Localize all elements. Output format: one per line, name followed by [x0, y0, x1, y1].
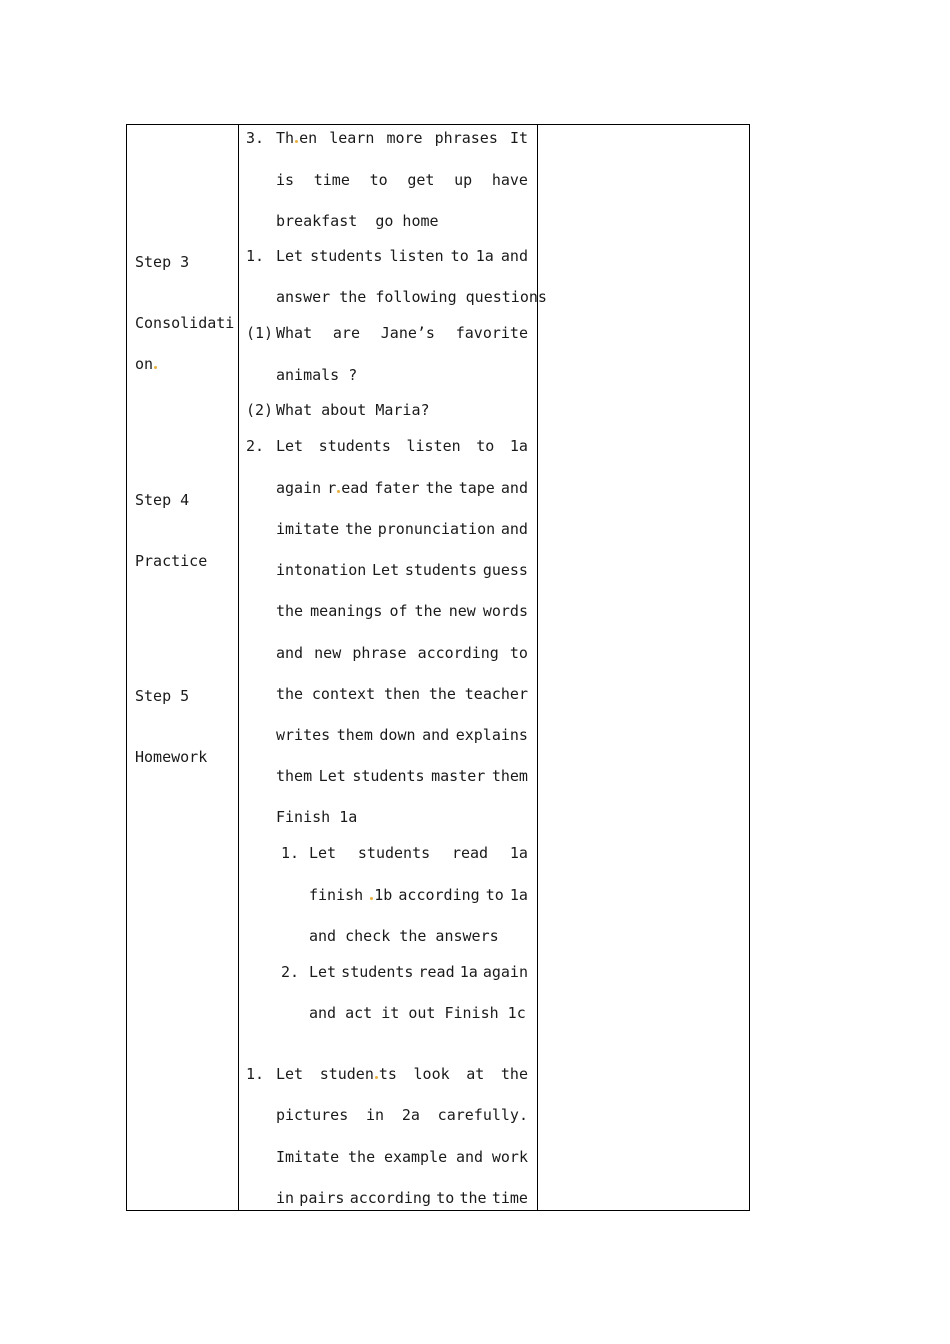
text-line — [276, 602, 528, 620]
word: again — [276, 479, 322, 497]
word: teacher — [464, 685, 528, 703]
word: to — [509, 644, 528, 662]
word: students — [318, 437, 391, 455]
word: students — [352, 767, 425, 785]
word: then — [383, 685, 421, 703]
word: the — [428, 685, 456, 703]
word: and — [500, 247, 528, 265]
word: Let — [276, 1065, 304, 1083]
item-number: 1. — [281, 844, 300, 862]
word: example — [383, 1148, 448, 1166]
word: them — [491, 767, 528, 785]
word: pictures — [276, 1106, 349, 1124]
word: them — [336, 726, 373, 744]
word: look — [413, 1065, 450, 1083]
word: to — [485, 886, 504, 904]
word: in — [276, 1189, 295, 1207]
word: the — [348, 1148, 376, 1166]
text-line — [276, 1106, 528, 1124]
word: the — [276, 685, 304, 703]
word: master — [431, 767, 486, 785]
item-number: 2. — [281, 963, 300, 981]
word: Let — [309, 844, 337, 862]
word: and — [500, 479, 528, 497]
text-line — [276, 767, 528, 785]
word: according — [349, 1189, 431, 1207]
word: carefully. — [437, 1106, 528, 1124]
word: Let — [276, 247, 304, 265]
word: 1a — [475, 247, 494, 265]
step3-title-cont: on — [135, 355, 158, 373]
word: the — [344, 520, 373, 538]
step3-label: Step 3 — [135, 253, 190, 271]
word: Jane’s — [380, 324, 435, 342]
word: Let — [309, 963, 337, 981]
word: listen — [406, 437, 461, 455]
word: 1a — [509, 886, 528, 904]
word: guess — [482, 561, 528, 579]
text-line: breakfast go home — [276, 212, 439, 230]
word: according — [398, 886, 480, 904]
word: r ead — [327, 479, 369, 497]
word: more — [386, 129, 423, 147]
word: students — [310, 247, 383, 265]
word: time — [313, 171, 350, 189]
word: to — [450, 247, 469, 265]
word: phrase — [352, 644, 407, 662]
word: at — [466, 1065, 485, 1083]
text-line — [309, 886, 528, 904]
text-line — [309, 963, 528, 981]
word: up — [454, 171, 473, 189]
word: finish — [309, 886, 364, 904]
word: fater — [374, 479, 420, 497]
step5-title: Homework — [135, 748, 208, 766]
word: work — [491, 1148, 528, 1166]
word: Th en — [276, 129, 318, 147]
word: 1a — [509, 437, 528, 455]
word: phrases — [434, 129, 498, 147]
word: Let — [276, 437, 304, 455]
word: 2a — [401, 1106, 420, 1124]
word: and — [500, 520, 528, 538]
word: meanings — [310, 602, 383, 620]
text-line — [276, 324, 528, 342]
word: words — [482, 602, 528, 620]
text-line — [276, 171, 528, 189]
word: 1a — [459, 963, 478, 981]
item-number: 1. — [246, 1065, 265, 1083]
word: the — [459, 1189, 487, 1207]
word: intonation — [276, 561, 367, 579]
word: are — [332, 324, 360, 342]
word: It — [509, 129, 528, 147]
text-line: Finish 1a — [276, 808, 358, 826]
word: listen — [389, 247, 444, 265]
word: and — [422, 726, 450, 744]
word: pronunciation — [377, 520, 496, 538]
text-line — [276, 561, 528, 579]
step5-label: Step 5 — [135, 687, 190, 705]
word: according — [417, 644, 499, 662]
text-line: and check the answers — [309, 927, 499, 945]
step4-title: Practice — [135, 552, 208, 570]
word: read — [418, 963, 455, 981]
word: Let — [318, 767, 346, 785]
text-line: animals ? — [276, 366, 358, 384]
text-line: answer the following questions — [276, 288, 547, 306]
text-line — [276, 685, 528, 703]
text-line — [276, 129, 528, 147]
word: students — [404, 561, 478, 579]
question-number: (1) — [246, 324, 274, 342]
word: explains — [455, 726, 528, 744]
word: and — [276, 644, 304, 662]
word: the — [276, 602, 304, 620]
word: 1a — [509, 844, 528, 862]
question-number: (2) — [246, 401, 274, 419]
word: students — [357, 844, 431, 862]
word: of — [389, 602, 408, 620]
text-line — [276, 1148, 528, 1166]
word: What — [276, 324, 313, 342]
word: favorite — [455, 324, 528, 342]
text-line — [276, 437, 528, 455]
word: have — [491, 171, 528, 189]
text-line — [309, 844, 528, 862]
word: learn — [329, 129, 375, 147]
word: studen ts — [319, 1065, 397, 1083]
word: to — [436, 1189, 455, 1207]
word: the — [425, 479, 453, 497]
word: and — [455, 1148, 484, 1166]
word: time — [491, 1189, 528, 1207]
mark-dot — [154, 366, 157, 369]
step4-label: Step 4 — [135, 491, 190, 509]
mark-dot — [295, 140, 298, 143]
word: context — [311, 685, 376, 703]
text-line — [276, 1065, 528, 1083]
text-line: What about Maria? — [276, 401, 430, 419]
word: in — [366, 1106, 385, 1124]
item-number: 3. — [246, 129, 265, 147]
word: down — [379, 726, 416, 744]
word: students — [341, 963, 414, 981]
column-divider — [238, 125, 239, 1210]
word: to — [476, 437, 495, 455]
step3-title: Consolidati — [135, 314, 235, 332]
word: pairs — [299, 1189, 345, 1207]
mark-dot — [337, 490, 340, 493]
word: new — [314, 644, 342, 662]
word: Let — [372, 561, 400, 579]
text-line — [276, 644, 528, 662]
text-line — [276, 1189, 528, 1207]
item-number: 2. — [246, 437, 265, 455]
word: get — [407, 171, 435, 189]
word: read — [451, 844, 489, 862]
text-line: and act it out Finish 1c — [309, 1004, 526, 1022]
word: is — [276, 171, 295, 189]
word: them — [276, 767, 313, 785]
text-line — [276, 520, 528, 538]
text-line — [276, 479, 528, 497]
word: imitate — [276, 520, 340, 538]
text-line — [276, 726, 528, 744]
item-number: 1. — [246, 247, 265, 265]
mark-dot — [375, 1076, 378, 1079]
mark-dot — [370, 897, 373, 900]
word: to — [369, 171, 388, 189]
word: the — [500, 1065, 528, 1083]
text-line — [276, 247, 528, 265]
word: 1b — [369, 886, 392, 904]
word: writes — [276, 726, 331, 744]
word: new — [448, 602, 476, 620]
word: again — [482, 963, 528, 981]
word: Imitate — [276, 1148, 340, 1166]
word: tape — [458, 479, 495, 497]
word: the — [414, 602, 442, 620]
